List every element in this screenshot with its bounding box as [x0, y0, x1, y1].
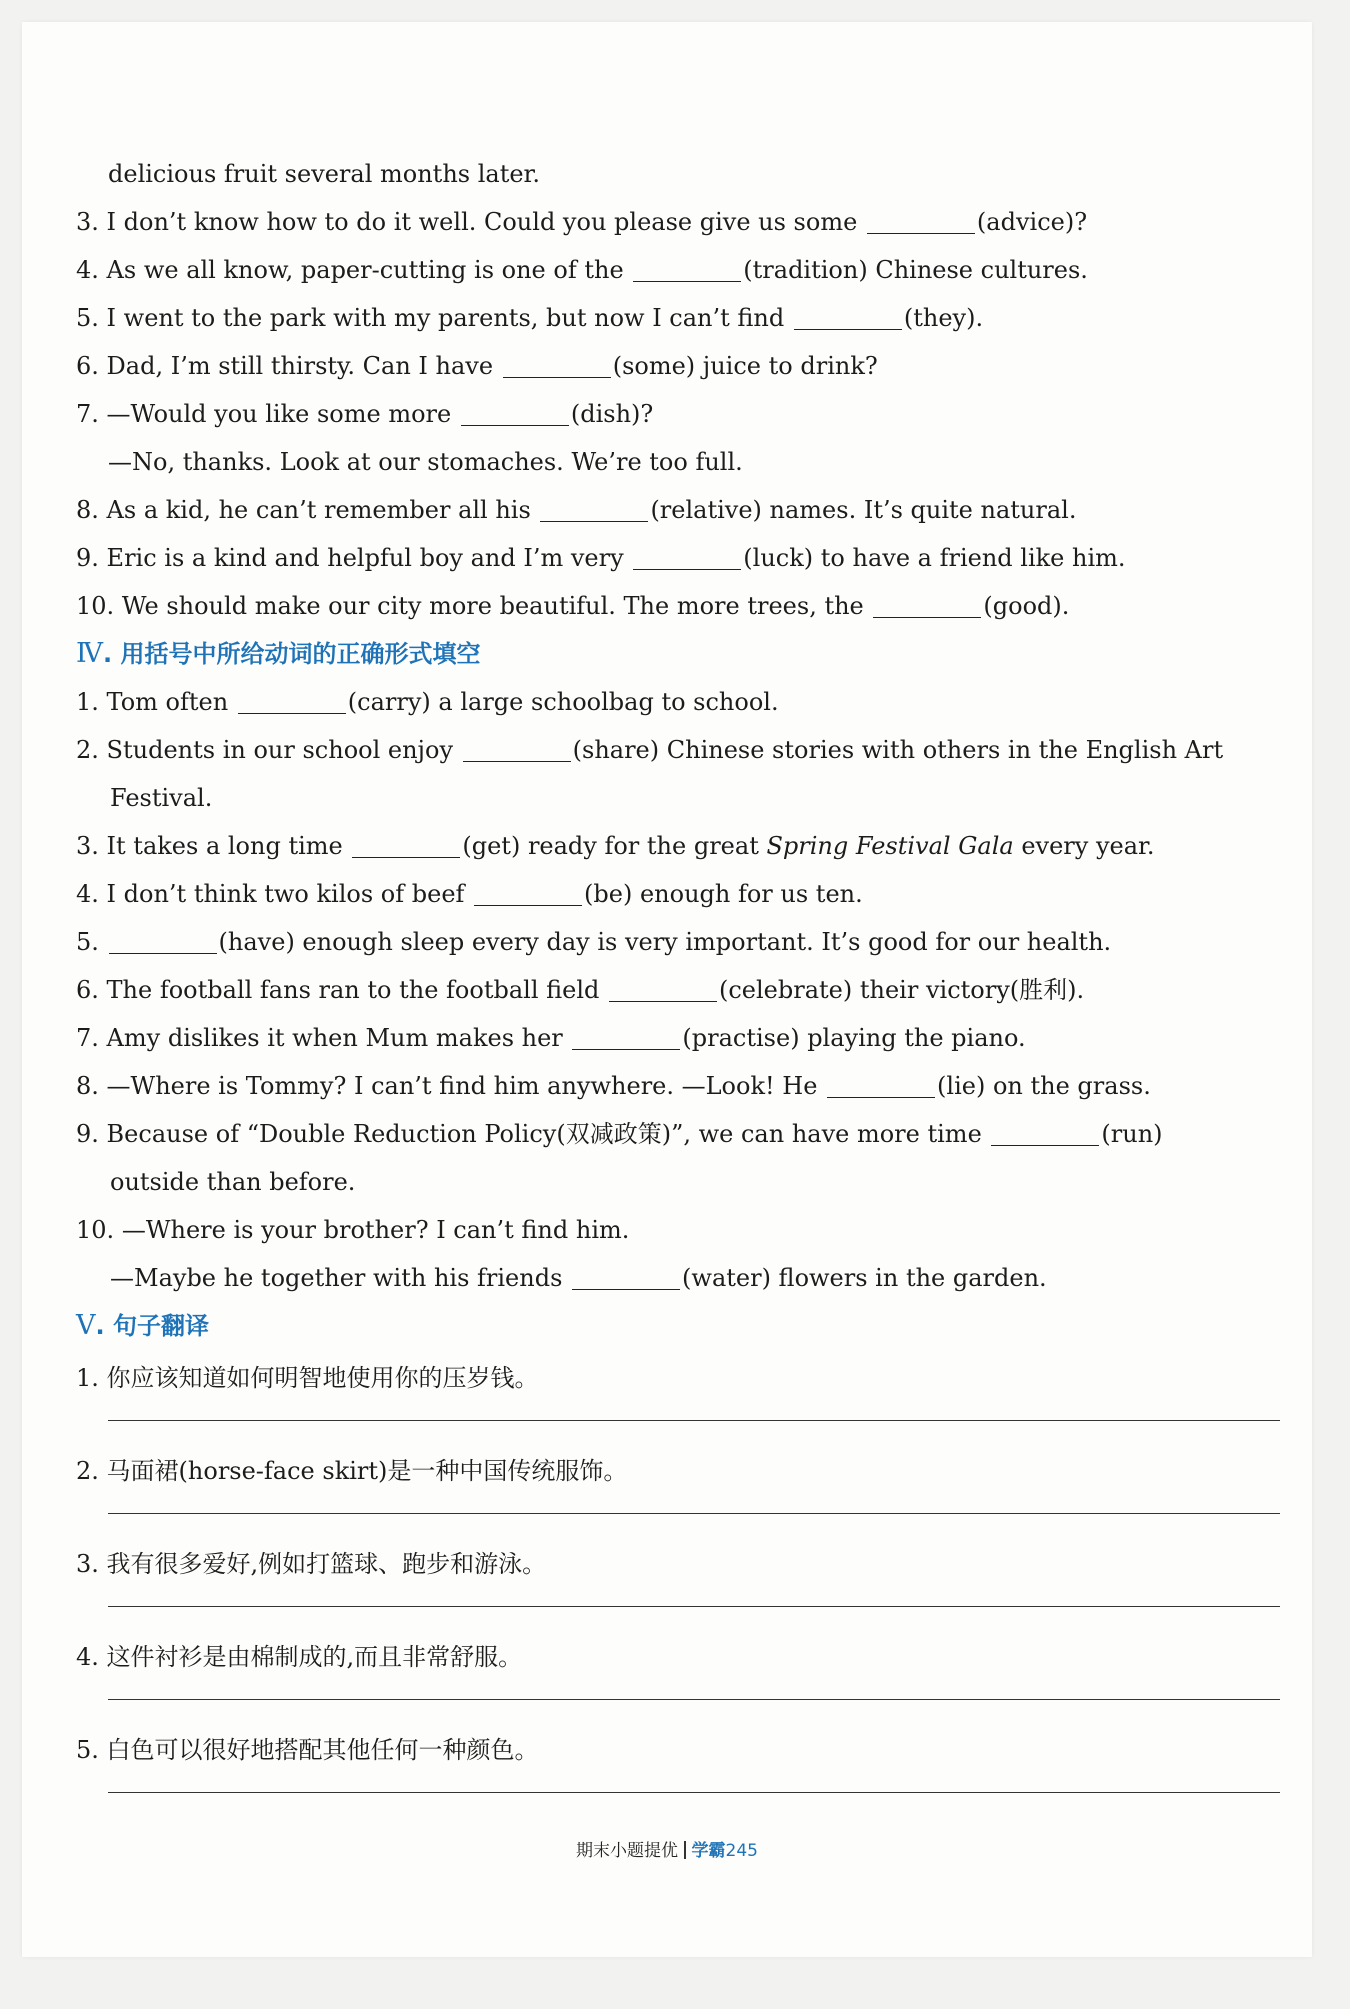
question-number: 4. [76, 1643, 99, 1671]
answer-blank[interactable] [633, 257, 741, 282]
question-hint: (water) flowers in the garden. [682, 1264, 1047, 1292]
question-text: The football fans ran to the football field [106, 976, 607, 1004]
question-number: 2. [76, 1457, 99, 1485]
question-number: 9. [76, 544, 99, 572]
question-hint: (tradition) Chinese cultures. [743, 256, 1088, 284]
answer-blank[interactable] [794, 305, 902, 330]
answer-line[interactable] [108, 1495, 1280, 1514]
question-3-7-reply: —No, thanks. Look at our stomaches. We’re too full. [108, 448, 743, 476]
question-4-1 [76, 678, 1286, 726]
footer-divider [684, 1841, 686, 1859]
answer-line[interactable] [108, 1402, 1280, 1421]
answer-blank[interactable] [463, 737, 571, 762]
section-heading-4 [76, 630, 1286, 678]
section-numeral: Ⅴ [76, 1310, 96, 1341]
show-title: Spring Festival Gala [766, 832, 1014, 860]
answer-blank[interactable] [572, 1265, 680, 1290]
question-4-9-cont: outside than before. [110, 1168, 356, 1196]
question-text: I don’t know how to do it well. Could you please give us some [106, 208, 865, 236]
question-hint: (have) enough sleep every day is very important. It’s good for our health. [218, 928, 1112, 956]
question-3-9 [76, 534, 1286, 582]
question-text: Tom often [106, 688, 236, 716]
question-number: 9. [76, 1120, 99, 1148]
question-hint: (celebrate) their victory(胜利). [719, 976, 1085, 1004]
footer-series-title: 期末小题提优 [576, 1841, 679, 1861]
question-3-5 [76, 294, 1286, 342]
question-number: 5. [76, 1736, 99, 1764]
question-number: 5. [76, 304, 99, 332]
question-text: I went to the park with my parents, but now I can’t find [106, 304, 792, 332]
answer-blank[interactable] [609, 977, 717, 1002]
continuation-line: delicious fruit several months later. [108, 160, 541, 188]
question-hint: (luck) to have a friend like him. [743, 544, 1126, 572]
question-number: 1. [76, 688, 99, 716]
answer-blank[interactable] [827, 1073, 935, 1098]
question-text: 你应该知道如何明智地使用你的压岁钱。 [106, 1364, 539, 1392]
footer-brand: 学霸 [691, 1841, 726, 1861]
answer-blank[interactable] [503, 353, 611, 378]
question-number: 5. [76, 928, 99, 956]
question-text: As we all know, paper-cutting is one of the [106, 256, 632, 284]
question-text: Dad, I’m still thirsty. Can I have [106, 352, 501, 380]
question-4-7 [76, 1014, 1286, 1062]
question-text: 这件衬衫是由棉制成的,而且非常舒服。 [106, 1643, 523, 1671]
question-3-8 [76, 486, 1286, 534]
question-text: Eric is a kind and helpful boy and I’m very [106, 544, 632, 572]
answer-line[interactable] [108, 1681, 1280, 1700]
answer-blank[interactable] [352, 833, 460, 858]
question-hint: (share) Chinese stories with others in the English Art [572, 736, 1224, 764]
question-text: I don’t think two kilos of beef [106, 880, 473, 908]
question-hint: (carry) a large schoolbag to school. [347, 688, 779, 716]
question-number: 4. [76, 256, 99, 284]
question-text: 马面裙(horse-face skirt)是一种中国传统服饰。 [106, 1457, 628, 1485]
question-hint: (dish)? [570, 400, 654, 428]
question-3-6 [76, 342, 1286, 390]
translation-5 [76, 1726, 1286, 1774]
question-text: —Where is Tommy? I can’t find him anywhere. —Look! He [106, 1072, 826, 1100]
question-number: 4. [76, 880, 99, 908]
question-hint: (good). [983, 592, 1070, 620]
question-text: —Would you like some more [106, 400, 459, 428]
question-3-10 [76, 582, 1286, 630]
question-text: —Where is your brother? I can’t find him. [121, 1216, 630, 1244]
question-text: —Maybe he together with his friends [110, 1264, 571, 1292]
question-4-2-cont: Festival. [110, 784, 213, 812]
question-text-end: every year. [1013, 832, 1155, 860]
answer-blank[interactable] [238, 689, 346, 714]
question-number: 10. [76, 592, 115, 620]
question-4-10-reply [76, 1254, 1286, 1302]
question-number: 7. [76, 400, 99, 428]
question-hint: (relative) names. It’s quite natural. [650, 496, 1077, 524]
translation-1 [76, 1354, 1286, 1402]
question-4-10 [76, 1206, 1286, 1254]
answer-blank[interactable] [572, 1025, 680, 1050]
worksheet-page [22, 22, 1312, 1957]
answer-blank[interactable] [461, 401, 569, 426]
question-text: As a kid, he can’t remember all his [106, 496, 539, 524]
question-3-7 [76, 390, 1286, 438]
section-numeral: Ⅳ [76, 638, 103, 669]
question-4-3 [76, 822, 1286, 870]
answer-blank[interactable] [109, 929, 217, 954]
section-title: . 句子翻译 [95, 1312, 209, 1340]
question-number: 8. [76, 496, 99, 524]
translation-2 [76, 1447, 1286, 1495]
question-text: Amy dislikes it when Mum makes her [106, 1024, 571, 1052]
answer-blank[interactable] [540, 497, 648, 522]
question-text: 白色可以很好地搭配其他任何一种颜色。 [106, 1736, 539, 1764]
question-hint: (practise) playing the piano. [682, 1024, 1026, 1052]
question-hint: (they). [903, 304, 984, 332]
question-3-3 [76, 198, 1286, 246]
question-hint: (run) [1101, 1120, 1163, 1148]
question-hint: (some) juice to drink? [612, 352, 878, 380]
question-4-8 [76, 1062, 1286, 1110]
question-number: 6. [76, 976, 99, 1004]
question-4-4 [76, 870, 1286, 918]
question-number: 3. [76, 208, 99, 236]
page-number: 245 [725, 1841, 758, 1861]
question-4-2 [76, 726, 1286, 774]
worksheet-content [76, 150, 1286, 1819]
translation-3 [76, 1540, 1286, 1588]
question-number: 8. [76, 1072, 99, 1100]
question-text: It takes a long time [106, 832, 351, 860]
question-hint: (lie) on the grass. [937, 1072, 1151, 1100]
question-text: Students in our school enjoy [106, 736, 461, 764]
question-number: 3. [76, 832, 99, 860]
answer-line[interactable] [108, 1774, 1280, 1793]
question-text: We should make our city more beautiful. The more trees, the [121, 592, 872, 620]
question-4-9 [76, 1110, 1286, 1158]
question-text: 我有很多爱好,例如打篮球、跑步和游泳。 [106, 1550, 547, 1578]
answer-blank[interactable] [474, 881, 582, 906]
translation-4 [76, 1633, 1286, 1681]
question-4-5 [76, 918, 1286, 966]
question-number: 10. [76, 1216, 115, 1244]
question-4-6 [76, 966, 1286, 1014]
answer-blank[interactable] [633, 545, 741, 570]
section-heading-5 [76, 1302, 1286, 1350]
question-3-4 [76, 246, 1286, 294]
question-hint: (advice)? [976, 208, 1088, 236]
answer-blank[interactable] [991, 1121, 1099, 1146]
page-footer [22, 1836, 1312, 1861]
answer-blank[interactable] [873, 593, 981, 618]
question-number: 6. [76, 352, 99, 380]
question-number: 2. [76, 736, 99, 764]
question-hint: (be) enough for us ten. [584, 880, 863, 908]
answer-line[interactable] [108, 1588, 1280, 1607]
question-number: 7. [76, 1024, 99, 1052]
question-text: Because of “Double Reduction Policy(双减政策)”, we can have more time [106, 1120, 990, 1148]
section-title: . 用括号中所给动词的正确形式填空 [102, 640, 481, 668]
question-hint: (get) ready for the great [462, 832, 767, 860]
question-number: 1. [76, 1364, 99, 1392]
question-number: 3. [76, 1550, 99, 1578]
answer-blank[interactable] [867, 209, 975, 234]
